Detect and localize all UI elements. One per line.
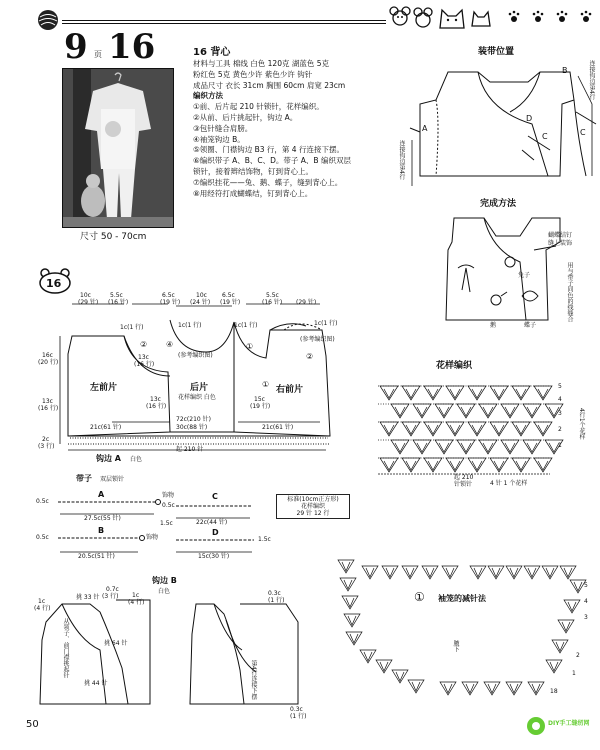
done-note: 鹅 [490, 322, 497, 329]
watermark-logo [526, 716, 546, 740]
armhole-note: 腋下 [452, 640, 459, 652]
pattern-repeat-vertical: 4行1个花样 [578, 408, 585, 440]
small-dim: 13c [150, 396, 161, 403]
ribbon-c-label: C [212, 492, 218, 501]
armhole-motif [528, 682, 544, 695]
ribbon-label-b: B [562, 66, 568, 75]
left-dim: 2c [42, 436, 50, 443]
armhole-row-number: 2 [576, 652, 580, 659]
armhole-motif [422, 566, 438, 579]
dim-label: 6.5c [162, 292, 175, 299]
step-mark: ④ [166, 340, 174, 349]
dim-label: (16 针) [108, 299, 129, 306]
bottom-dim: 21c(61 针) [90, 424, 122, 431]
armhole-triangles [338, 560, 586, 695]
pattern-row-number: 5 [558, 383, 562, 390]
armhole-motif [440, 682, 456, 695]
armhole-row-number: 1 [572, 670, 576, 677]
small-dim: 15c [254, 396, 265, 403]
left-front-label: 左前片 [90, 383, 118, 393]
instruction-line: ⑥编织带子 A、B、C、D。带子 A、B 编织双层 [193, 156, 351, 166]
side-note-right: 连接钩边第4行 [588, 60, 595, 100]
edge-b-title: 钩边 B [152, 576, 177, 585]
gauge-title: 标准(10cm正方形) [287, 496, 339, 503]
step-mark: ② [306, 352, 314, 361]
instruction-line: ③包针缝合肩膀。 [193, 123, 253, 133]
gauge-line: 29 针 12 行 [296, 510, 330, 517]
back-label: 后片 [190, 383, 209, 393]
instruction-line: ⑤领圈、门襟钩边 B3 行，第 4 行连接下摆。 [193, 145, 344, 155]
pattern-start-note: 起 210 针锁针 [454, 474, 474, 488]
instruction-line: 粉红色 5克 黄色少许 紫色少许 钩针 [193, 69, 313, 79]
dim-label: 5.5c [110, 292, 123, 299]
step-mark: ① [262, 380, 270, 389]
instruction-line: ①前、后片起 210 针锁针，花样编织。 [193, 102, 324, 112]
hem-color: 白色 [130, 456, 143, 463]
ribbon-c-dim: 22c(44 针) [196, 519, 228, 526]
ribbon-a-dim: 27.5c(55 针) [84, 515, 121, 522]
armhole-motif [360, 650, 376, 663]
small-dim: 13c [138, 354, 149, 361]
pattern-row-number: 2 [558, 426, 562, 433]
armhole-motif [338, 560, 354, 573]
badge-number: 16 [46, 277, 62, 290]
armhole-motif [560, 566, 576, 579]
dim-label: 10c [196, 292, 207, 299]
page-number: 50 [26, 719, 39, 730]
instruction-line: ⑦编织挂花——兔、鹅、蝶子，缝到背心上。 [193, 177, 343, 187]
dim-label: (19 针) [220, 299, 241, 306]
ribbon-end: 饰物 [162, 492, 175, 499]
dim-label: (29 针) [296, 299, 317, 306]
armhole-row-number: 5 [584, 582, 588, 589]
ribbon-end: 1.5c [258, 536, 271, 543]
ribbon-end: 0.5c [162, 502, 175, 509]
ribbon-end: 0.5c [36, 534, 49, 541]
small-dim: (19 行) [250, 403, 271, 410]
dim-label: (24 针) [190, 299, 211, 306]
ribbon-d-dim: 15c(30 针) [198, 553, 230, 560]
bottom-dim: 起 210 针 [176, 446, 204, 453]
left-dim: 13c [42, 398, 53, 405]
step-mark: ② [140, 340, 148, 349]
dim-label: (29 针) [78, 299, 99, 306]
pattern-row-number: 3 [558, 410, 562, 417]
step-mark: ① [246, 342, 254, 351]
ribbon-label-c: C [580, 128, 586, 137]
small-dim: 1c(1 行) [178, 322, 202, 329]
page-label: 页 [94, 50, 102, 59]
edge-b-dim: (1 行) [290, 713, 307, 720]
done-note: 蝶子 [524, 322, 537, 329]
ribbons-title: 带子 [76, 474, 92, 483]
edge-b-color: 白色 [158, 588, 171, 595]
edge-b-dim: (3 行) [102, 593, 119, 600]
armhole-motif [346, 632, 362, 645]
instruction-line: 材料与工具 棉线 白色 120克 湖蓝色 5克 [193, 59, 330, 68]
small-dim: 1c(1 行) [120, 324, 144, 331]
armhole-row-number: 4 [584, 598, 588, 605]
edge-b-dim: 0.3c [290, 706, 303, 713]
hem-label: 钩边 A [96, 454, 121, 463]
left-dim: (3 行) [38, 443, 55, 450]
bottom-dim: 30c(88 针) [176, 424, 208, 431]
pattern-repeat-note: 4 针 1 个花样 [490, 480, 528, 487]
instruction-subtitle: 编织方法 [193, 91, 223, 101]
armhole-motif [402, 566, 418, 579]
right-front-label: 右前片 [276, 385, 304, 395]
armhole-title: 袖笼的减针法 [438, 594, 486, 603]
armhole-motif [344, 614, 360, 627]
armhole-motif [542, 566, 558, 579]
dim-label: 5.5c [266, 292, 279, 299]
edge-b-dim: 1c [38, 598, 46, 605]
dim-label: (19 针) [160, 299, 181, 306]
ribbons-subtitle: 双层锁针 [100, 476, 125, 483]
ribbon-b-dim: 20.5c(51 针) [78, 553, 115, 560]
edge-b-dim: 0.7c [106, 586, 119, 593]
small-dim: (16 行) [134, 361, 155, 368]
top-right-note: (参考编织图) [300, 336, 335, 343]
ribbon-label-a: A [422, 124, 428, 133]
bottom-dim: 21c(61 针) [262, 424, 294, 431]
instruction-line: ⑧用经符打成蝴蝶结，钉到背心上。 [193, 188, 313, 198]
left-dim: (20 行) [38, 359, 59, 366]
ribbon-a-label: A [98, 490, 105, 499]
armhole-motif [392, 670, 408, 683]
ribbon-end: 1.5c [160, 520, 173, 527]
page-number-big: 9 [64, 27, 88, 67]
edge-b-note: 挑 33 针 [76, 594, 100, 601]
ribbon-end: 0.5c [36, 498, 49, 505]
small-dim: 1c(1 行) [314, 320, 338, 327]
armhole-motif [342, 596, 358, 609]
armhole-motif [524, 566, 540, 579]
bottom-dim: 72c(210 针) [176, 416, 211, 423]
size-caption: 尺寸 50 - 70cm [80, 232, 147, 242]
armhole-motif [376, 660, 392, 673]
small-dim: 1c(1 行) [234, 322, 258, 329]
edge-b-note: 挑 44 针 [84, 680, 108, 687]
ribbon-label-d: D [526, 114, 533, 123]
armhole-motif [382, 566, 398, 579]
instruction-line: ④袖笼钩边 B。 [193, 134, 245, 144]
armhole-motif [484, 682, 500, 695]
ribbon-b-label: B [98, 526, 105, 535]
left-dim: 16c [42, 352, 53, 359]
center-note: (参考编织图) [178, 352, 213, 359]
edge-b-dim: (1 行) [268, 597, 285, 604]
ribbon-end: 饰物 [146, 534, 159, 541]
watermark-text: DIY手工缝纫网 [548, 720, 590, 727]
ribbon-position-title: 装带位置 [478, 47, 515, 57]
done-note-vertical: 用与带子同色的线缝合 [566, 262, 573, 322]
dim-label: 10c [80, 292, 91, 299]
side-note-left: 连接钩边第4行 [398, 140, 405, 180]
pattern-row-number: 4 [558, 396, 562, 403]
armhole-motif [462, 682, 478, 695]
back-sub-label: 花样编织 白色 [178, 394, 216, 401]
pattern-title: 花样编织 [436, 361, 473, 371]
done-note: 蝴蝶结钉 [548, 232, 573, 239]
armhole-motif [408, 680, 424, 693]
pattern-row-number: 1 [558, 442, 562, 449]
dim-label: 6.5c [222, 292, 235, 299]
edge-b-dim: 0.3c [268, 590, 281, 597]
edge-b-note-vertical: 第4行连接下摆 [250, 660, 257, 700]
page-number-big-2: 16 [108, 27, 156, 67]
instruction-line: ②从前、后片挑起针，钩边 A。 [193, 112, 298, 122]
armhole-motif [564, 600, 580, 613]
gauge-line: 花样编织 [300, 503, 325, 510]
dim-label: (16 针) [262, 299, 283, 306]
completed-title: 完成方法 [480, 199, 517, 209]
armhole-motif [558, 620, 574, 633]
ribbon-d-label: D [212, 528, 219, 537]
done-note: 兔子 [518, 272, 531, 279]
armhole-motif [488, 566, 504, 579]
ribbon-label-c2: C [542, 132, 548, 141]
instructions-title: 16 背心 [193, 47, 231, 58]
armhole-bottom-number: 18 [550, 688, 558, 695]
armhole-motif [552, 640, 568, 653]
small-dim: (16 行) [146, 403, 167, 410]
instruction-line: 成品尺寸 衣长 31cm 胸围 60cm 肩宽 23cm [193, 80, 346, 90]
done-note: 缝上装饰 [548, 240, 573, 247]
armhole-row-number: 3 [584, 614, 588, 621]
edge-b-dim: 1c [132, 592, 140, 599]
edge-b-dim: (4 行) [34, 605, 51, 612]
edge-b-dim: (4 行) [128, 599, 145, 606]
armhole-motif [442, 566, 458, 579]
armhole-motif [362, 566, 378, 579]
armhole-motif [506, 682, 522, 695]
edge-b-note-vertical: 从领子、前门襟挑起针 [62, 618, 69, 678]
armhole-motif [470, 566, 486, 579]
armhole-num: ① [414, 590, 425, 604]
edge-b-note: 挑 64 针 [104, 640, 128, 647]
armhole-motif [546, 660, 562, 673]
instruction-line: 锁针，接着辫结饰物，钉到背心上。 [193, 166, 313, 176]
left-dim: (16 行) [38, 405, 59, 412]
armhole-motif [506, 566, 522, 579]
armhole-motif [340, 578, 356, 591]
